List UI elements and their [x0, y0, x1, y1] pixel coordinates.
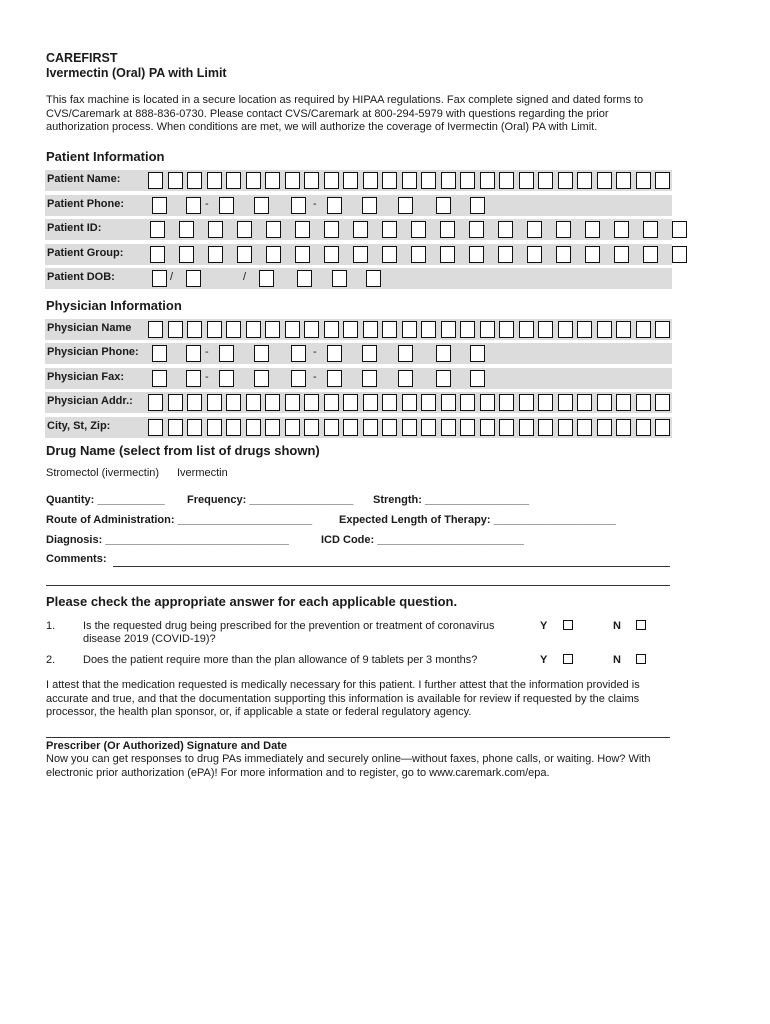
char-box[interactable] [436, 370, 451, 387]
patient-dob-field[interactable] [45, 270, 672, 287]
char-box[interactable] [480, 419, 495, 436]
char-box[interactable] [168, 419, 183, 436]
patient-name-label: Patient Name: [47, 173, 121, 185]
char-box[interactable] [254, 197, 269, 214]
char-box[interactable] [411, 246, 426, 263]
char-box[interactable] [148, 419, 163, 436]
char-box[interactable] [436, 345, 451, 362]
intro-paragraph: This fax machine is located in a secure location as required by HIPAA regulations. Fax complete signed and dated forms to CVS/Caremark at 888-836-0730. Please contact CVS/Caremark at 800-294-5979 with questions regarding the prior authorization process. When conditions are met, we will authorize the coverage of Ivermectin (Oral) PA with Limit. [46, 94, 644, 133]
char-box[interactable] [470, 197, 485, 214]
physician-info-heading: Physician Information [46, 298, 182, 313]
char-box[interactable] [168, 394, 183, 411]
char-box[interactable] [266, 246, 281, 263]
char-box[interactable] [636, 172, 651, 189]
char-box[interactable] [436, 197, 451, 214]
char-box[interactable] [304, 394, 319, 411]
physician-phone-field[interactable] [45, 345, 672, 362]
char-box[interactable] [558, 419, 573, 436]
char-box[interactable] [362, 197, 377, 214]
char-box[interactable] [538, 419, 553, 436]
char-box[interactable] [470, 370, 485, 387]
char-box[interactable] [187, 419, 202, 436]
char-box[interactable] [460, 419, 475, 436]
char-box[interactable] [499, 419, 514, 436]
char-box[interactable] [353, 221, 368, 238]
char-box[interactable] [208, 221, 223, 238]
physician-name-label: Physician Name [47, 322, 132, 334]
char-box[interactable] [152, 370, 167, 387]
char-box[interactable] [285, 394, 300, 411]
char-box[interactable] [398, 197, 413, 214]
char-box[interactable] [324, 321, 339, 338]
char-box[interactable] [304, 172, 319, 189]
patient-id-label: Patient ID: [47, 222, 102, 234]
physician-city-field[interactable] [45, 419, 672, 436]
char-box[interactable] [186, 345, 201, 362]
document-subtitle: Ivermectin (Oral) PA with Limit [46, 66, 227, 80]
slash-separator: / [170, 271, 174, 283]
signature-label: Prescriber (Or Authorized) Signature and Date [46, 740, 288, 752]
char-box[interactable] [469, 246, 484, 263]
dash-separator: - [313, 371, 317, 383]
char-box[interactable] [382, 394, 397, 411]
char-box[interactable] [597, 321, 612, 338]
char-box[interactable] [616, 419, 631, 436]
char-box[interactable] [327, 345, 342, 362]
char-box[interactable] [148, 321, 163, 338]
char-box[interactable] [266, 221, 281, 238]
char-box[interactable] [421, 321, 436, 338]
char-box[interactable] [179, 246, 194, 263]
char-box[interactable] [480, 172, 495, 189]
char-box[interactable] [362, 370, 377, 387]
char-box[interactable] [324, 419, 339, 436]
patient-name-field[interactable] [45, 172, 672, 189]
char-box[interactable] [655, 172, 670, 189]
char-box[interactable] [246, 172, 261, 189]
question-2-number: 2. [46, 654, 56, 666]
dash-separator: - [205, 198, 209, 210]
char-box[interactable] [207, 419, 222, 436]
char-box[interactable] [499, 172, 514, 189]
char-box[interactable] [291, 345, 306, 362]
char-box[interactable] [207, 321, 222, 338]
char-box[interactable] [152, 197, 167, 214]
drug-option-stromectol[interactable]: Stromectol (ivermectin) [46, 467, 160, 479]
attestation-paragraph: I attest that the medication requested is medically necessary for this patient. I further attest that the information provided is accurate and true, and that the documentation supporting this information is available for review if requested by the claims processor, the health plan sponsor, or, if applicable a state or federal regulatory agency. [46, 679, 640, 718]
char-box[interactable] [558, 394, 573, 411]
char-box[interactable] [226, 394, 241, 411]
char-box[interactable] [519, 394, 534, 411]
char-box[interactable] [421, 172, 436, 189]
char-box[interactable] [498, 246, 513, 263]
char-box[interactable] [402, 321, 417, 338]
dash-separator: - [313, 198, 317, 210]
char-box[interactable] [421, 419, 436, 436]
char-box[interactable] [285, 419, 300, 436]
epa-note: Now you can get responses to drug PAs immediately and securely online—without faxes, phone calls, or waiting. How? With electronic prior authorization (ePA)! For more information and to register, go to www.caremark.com/epa. [46, 753, 651, 779]
char-box[interactable] [538, 321, 553, 338]
char-box[interactable] [441, 419, 456, 436]
char-box[interactable] [527, 221, 542, 238]
char-box[interactable] [655, 321, 670, 338]
frequency-field[interactable]: Frequency: _________________ [187, 494, 354, 506]
char-box[interactable] [363, 419, 378, 436]
question-2-no-label: N [613, 654, 621, 666]
char-box[interactable] [265, 394, 280, 411]
char-box[interactable] [363, 321, 378, 338]
char-box[interactable] [207, 172, 222, 189]
char-box[interactable] [187, 172, 202, 189]
patient-group-label: Patient Group: [47, 247, 124, 259]
char-box[interactable] [469, 221, 484, 238]
char-box[interactable] [519, 419, 534, 436]
char-box[interactable] [327, 370, 342, 387]
char-box[interactable] [402, 419, 417, 436]
char-box[interactable] [636, 321, 651, 338]
char-box[interactable] [187, 321, 202, 338]
question-1-yes-checkbox[interactable] [563, 620, 573, 630]
char-box[interactable] [343, 394, 358, 411]
physician-fax-field[interactable] [45, 370, 672, 387]
char-box[interactable] [324, 221, 339, 238]
char-box[interactable] [219, 197, 234, 214]
char-box[interactable] [460, 321, 475, 338]
char-box[interactable] [186, 370, 201, 387]
patient-id-row [45, 219, 672, 240]
char-box[interactable] [616, 321, 631, 338]
char-box[interactable] [643, 221, 658, 238]
char-box[interactable] [265, 172, 280, 189]
char-box[interactable] [207, 394, 222, 411]
question-1-no-checkbox[interactable] [636, 620, 646, 630]
char-box[interactable] [186, 270, 201, 287]
patient-info-heading: Patient Information [46, 149, 165, 164]
char-box[interactable] [480, 394, 495, 411]
physician-city-row [45, 417, 672, 438]
char-box[interactable] [219, 345, 234, 362]
patient-name-row [45, 170, 672, 191]
char-box[interactable] [226, 172, 241, 189]
char-box[interactable] [295, 221, 310, 238]
char-box[interactable] [295, 246, 310, 263]
char-box[interactable] [614, 246, 629, 263]
char-box[interactable] [362, 345, 377, 362]
char-box[interactable] [538, 394, 553, 411]
char-box[interactable] [585, 221, 600, 238]
patient-phone-row [45, 195, 672, 216]
route-field[interactable]: Route of Administration: ______________________ [46, 514, 313, 526]
question-1-number: 1. [46, 620, 56, 632]
char-box[interactable] [246, 394, 261, 411]
question-2-yes-label: Y [540, 654, 548, 666]
patient-dob-label: Patient DOB: [47, 271, 115, 283]
char-box[interactable] [655, 394, 670, 411]
drug-heading: Drug Name (select from list of drugs shown) [46, 443, 320, 458]
char-box[interactable] [460, 394, 475, 411]
char-box[interactable] [519, 321, 534, 338]
char-box[interactable] [304, 321, 319, 338]
signature-line[interactable] [46, 737, 670, 738]
char-box[interactable] [577, 172, 592, 189]
char-box[interactable] [304, 419, 319, 436]
char-box[interactable] [291, 370, 306, 387]
char-box[interactable] [208, 246, 223, 263]
char-box[interactable] [499, 321, 514, 338]
char-box[interactable] [291, 197, 306, 214]
question-2-no-checkbox[interactable] [636, 654, 646, 664]
char-box[interactable] [672, 221, 687, 238]
quantity-field[interactable]: Quantity: ___________ [46, 494, 165, 506]
char-box[interactable] [499, 394, 514, 411]
char-box[interactable] [616, 394, 631, 411]
char-box[interactable] [168, 321, 183, 338]
char-box[interactable] [527, 246, 542, 263]
char-box[interactable] [327, 197, 342, 214]
char-box[interactable] [324, 172, 339, 189]
char-box[interactable] [398, 345, 413, 362]
char-box[interactable] [226, 419, 241, 436]
char-box[interactable] [324, 246, 339, 263]
patient-phone-field[interactable] [45, 197, 672, 214]
char-box[interactable] [285, 321, 300, 338]
physician-addr-field[interactable] [45, 394, 672, 411]
char-box[interactable] [148, 394, 163, 411]
char-box[interactable] [343, 419, 358, 436]
dash-separator: - [205, 346, 209, 358]
char-box[interactable] [148, 172, 163, 189]
char-box[interactable] [597, 394, 612, 411]
char-box[interactable] [265, 321, 280, 338]
char-box[interactable] [577, 321, 592, 338]
questions-heading: Please check the appropriate answer for each applicable question. [46, 594, 458, 609]
char-box[interactable] [259, 270, 274, 287]
therapy-length-field[interactable]: Expected Length of Therapy: ____________________ [339, 514, 616, 526]
strength-field[interactable]: Strength: _________________ [373, 494, 529, 506]
char-box[interactable] [150, 221, 165, 238]
physician-name-row [45, 319, 672, 340]
char-box[interactable] [441, 321, 456, 338]
char-box[interactable] [441, 172, 456, 189]
char-box[interactable] [219, 370, 234, 387]
patient-phone-label: Patient Phone: [47, 198, 125, 210]
dash-separator: - [205, 371, 209, 383]
char-box[interactable] [597, 419, 612, 436]
char-box[interactable] [226, 321, 241, 338]
icd-code-field[interactable]: ICD Code: ________________________ [321, 534, 525, 546]
char-box[interactable] [246, 321, 261, 338]
comments-label: Comments: [46, 553, 107, 565]
char-box[interactable] [577, 394, 592, 411]
char-box[interactable] [440, 246, 455, 263]
drug-option-ivermectin[interactable]: Ivermectin [177, 467, 228, 479]
char-box[interactable] [382, 172, 397, 189]
char-box[interactable] [187, 394, 202, 411]
char-box[interactable] [556, 246, 571, 263]
char-box[interactable] [672, 246, 687, 263]
comments-line-2[interactable] [46, 585, 670, 586]
char-box[interactable] [363, 394, 378, 411]
char-box[interactable] [655, 419, 670, 436]
comments-line-1[interactable] [113, 566, 670, 567]
question-1-yes-label: Y [540, 620, 548, 632]
char-box[interactable] [186, 197, 201, 214]
physician-name-field[interactable] [45, 321, 672, 338]
char-box[interactable] [538, 172, 553, 189]
char-box[interactable] [402, 394, 417, 411]
char-box[interactable] [614, 221, 629, 238]
char-box[interactable] [150, 246, 165, 263]
patient-dob-row [45, 268, 672, 289]
physician-fax-label: Physician Fax: [47, 371, 125, 383]
char-box[interactable] [152, 345, 167, 362]
char-box[interactable] [179, 221, 194, 238]
char-box[interactable] [441, 394, 456, 411]
char-box[interactable] [237, 221, 252, 238]
physician-fax-row [45, 368, 672, 389]
char-box[interactable] [460, 172, 475, 189]
physician-phone-label: Physician Phone: [47, 346, 139, 358]
char-box[interactable] [382, 419, 397, 436]
physician-city-label: City, St, Zip: [47, 420, 111, 432]
char-box[interactable] [254, 370, 269, 387]
char-box[interactable] [577, 419, 592, 436]
char-box[interactable] [480, 321, 495, 338]
slash-separator: / [243, 271, 247, 283]
char-box[interactable] [324, 394, 339, 411]
char-box[interactable] [421, 394, 436, 411]
char-box[interactable] [498, 221, 513, 238]
char-box[interactable] [585, 246, 600, 263]
patient-group-row [45, 244, 672, 265]
patient-id-field[interactable] [45, 221, 672, 238]
char-box[interactable] [297, 270, 312, 287]
char-box[interactable] [343, 172, 358, 189]
char-box[interactable] [597, 172, 612, 189]
diagnosis-field[interactable]: Diagnosis: ______________________________ [46, 534, 289, 546]
char-box[interactable] [265, 419, 280, 436]
dash-separator: - [313, 346, 317, 358]
char-box[interactable] [636, 394, 651, 411]
char-box[interactable] [168, 172, 183, 189]
char-box[interactable] [470, 345, 485, 362]
char-box[interactable] [332, 270, 347, 287]
char-box[interactable] [643, 246, 658, 263]
char-box[interactable] [616, 172, 631, 189]
question-2-yes-checkbox[interactable] [563, 654, 573, 664]
char-box[interactable] [382, 246, 397, 263]
char-box[interactable] [382, 321, 397, 338]
char-box[interactable] [363, 172, 378, 189]
char-box[interactable] [519, 172, 534, 189]
physician-addr-row [45, 392, 672, 413]
physician-addr-label: Physician Addr.: [47, 395, 133, 407]
char-box[interactable] [556, 221, 571, 238]
char-box[interactable] [246, 419, 261, 436]
document-title: CAREFIRST [46, 51, 118, 65]
char-box[interactable] [237, 246, 252, 263]
char-box[interactable] [254, 345, 269, 362]
char-box[interactable] [285, 172, 300, 189]
char-box[interactable] [353, 246, 368, 263]
char-box[interactable] [440, 221, 455, 238]
char-box[interactable] [398, 370, 413, 387]
char-box[interactable] [343, 321, 358, 338]
question-2-text: Does the patient require more than the plan allowance of 9 tablets per 3 months? [83, 654, 478, 666]
char-box[interactable] [366, 270, 381, 287]
patient-group-field[interactable] [45, 246, 672, 263]
char-box[interactable] [411, 221, 426, 238]
char-box[interactable] [402, 172, 417, 189]
char-box[interactable] [152, 270, 167, 287]
question-1-no-label: N [613, 620, 621, 632]
physician-phone-row [45, 343, 672, 364]
question-1-text: Is the requested drug being prescribed for the prevention or treatment of coronavirus disease 2019 (COVID-19)? [83, 620, 495, 645]
char-box[interactable] [558, 321, 573, 338]
char-box[interactable] [558, 172, 573, 189]
char-box[interactable] [636, 419, 651, 436]
char-box[interactable] [382, 221, 397, 238]
